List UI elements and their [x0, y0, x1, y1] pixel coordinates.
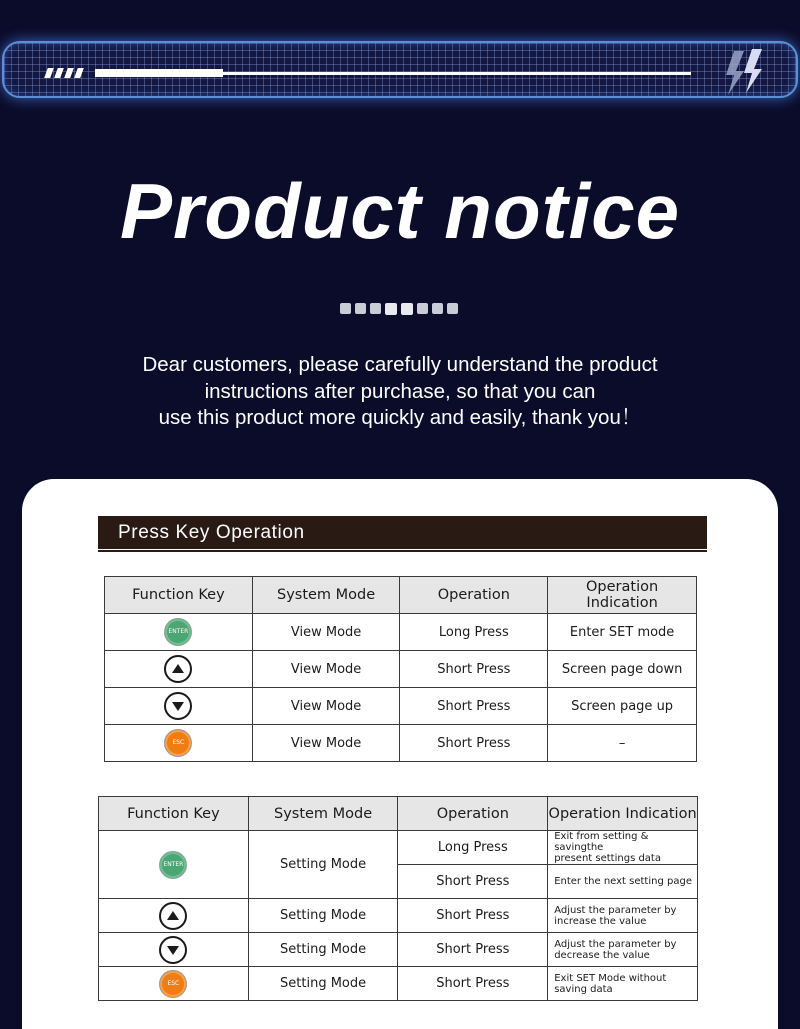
- operation-cell: Short Press: [398, 967, 548, 1001]
- operation-cell: Short Press: [398, 933, 548, 967]
- table-row: [105, 725, 697, 762]
- indication-cell: [548, 933, 698, 967]
- intro-text: [0, 352, 800, 432]
- operation-cell: Long Press: [400, 614, 548, 651]
- intro-line: Dear customers, please carefully understand the product: [142, 353, 658, 376]
- table-row: [99, 899, 698, 933]
- mode-cell: Setting Mode: [248, 967, 398, 1001]
- indication-line: increase the value: [554, 915, 647, 927]
- section-title: Press Key Operation: [98, 516, 707, 549]
- enter-key-icon: ENTER: [159, 851, 187, 879]
- function-key-cell: [99, 899, 249, 933]
- operation-cell: Short Press: [400, 651, 548, 688]
- indication-line: Enter the next setting page: [554, 876, 692, 887]
- indication-line: Exit SET Mode without: [554, 972, 667, 984]
- mode-cell: View Mode: [252, 651, 400, 688]
- operation-cell: Short Press: [398, 899, 548, 933]
- page-title: Product notice: [119, 167, 681, 255]
- indication-line: saving data: [554, 983, 613, 995]
- operation-cell: Short Press: [400, 688, 548, 725]
- slash-marks-icon: [46, 68, 82, 78]
- up-arrow-key-icon: [159, 902, 187, 930]
- function-key-cell: [105, 651, 253, 688]
- header-operation: Operation: [398, 797, 548, 831]
- enter-key-icon: ENTER: [164, 618, 192, 646]
- indication-line: Adjust the parameter by: [554, 938, 677, 950]
- header-function-key: Function Key: [105, 577, 253, 614]
- function-key-cell: [99, 967, 249, 1001]
- table-row: [99, 831, 698, 865]
- down-arrow-key-icon: [164, 692, 192, 720]
- header-function-key: Function Key: [99, 797, 249, 831]
- indication-cell: Screen page up: [548, 688, 697, 725]
- indication-cell: –: [548, 725, 697, 762]
- indication-cell: Enter SET mode: [548, 614, 697, 651]
- decorative-dots: [340, 303, 458, 315]
- down-arrow-key-icon: [159, 936, 187, 964]
- indication-line: present settings data: [554, 853, 661, 864]
- header-operation: Operation: [400, 577, 548, 614]
- mode-cell: View Mode: [252, 614, 400, 651]
- operation-cell: Short Press: [400, 725, 548, 762]
- esc-key-icon: ESC: [164, 729, 192, 757]
- lightning-icon: [714, 45, 770, 97]
- header-operation-indication: Operation Indication: [548, 797, 698, 831]
- header-operation-indication: Operation Indication: [548, 577, 697, 614]
- function-key-cell: [105, 725, 253, 762]
- table-row: [105, 688, 697, 725]
- indication-line: Exit from setting & savingthe: [554, 831, 649, 853]
- header-banner: [2, 41, 798, 98]
- function-key-cell: [99, 831, 249, 899]
- section-divider: [98, 550, 707, 552]
- table-row: [105, 614, 697, 651]
- esc-key-icon: ESC: [159, 970, 187, 998]
- indication-cell: [548, 865, 698, 899]
- mode-cell: Setting Mode: [248, 933, 398, 967]
- indication-line: decrease the value: [554, 949, 650, 961]
- mode-cell: View Mode: [252, 688, 400, 725]
- banner-line: [95, 72, 691, 75]
- header-system-mode: System Mode: [248, 797, 398, 831]
- operation-cell: Long Press: [398, 831, 548, 865]
- mode-cell: Setting Mode: [248, 831, 398, 899]
- intro-line: instructions after purchase, so that you can: [204, 379, 596, 403]
- indication-cell: Screen page down: [548, 651, 697, 688]
- view-mode-table: [104, 576, 697, 762]
- function-key-cell: [105, 688, 253, 725]
- intro-line: use this product more quickly and easily, thank you！: [158, 406, 642, 429]
- operation-cell: Short Press: [398, 865, 548, 899]
- indication-line: Adjust the parameter by: [554, 904, 677, 916]
- table-header-row: [105, 577, 697, 614]
- table-row: [99, 967, 698, 1001]
- table-row: [99, 933, 698, 967]
- header-system-mode: System Mode: [252, 577, 400, 614]
- up-arrow-key-icon: [164, 655, 192, 683]
- mode-cell: Setting Mode: [248, 899, 398, 933]
- mode-cell: View Mode: [252, 725, 400, 762]
- table-row: [105, 651, 697, 688]
- indication-cell: [548, 899, 698, 933]
- indication-cell: [548, 967, 698, 1001]
- indication-cell: [548, 831, 698, 865]
- function-key-cell: [105, 614, 253, 651]
- setting-mode-table: [98, 796, 698, 1001]
- table-header-row: [99, 797, 698, 831]
- function-key-cell: [99, 933, 249, 967]
